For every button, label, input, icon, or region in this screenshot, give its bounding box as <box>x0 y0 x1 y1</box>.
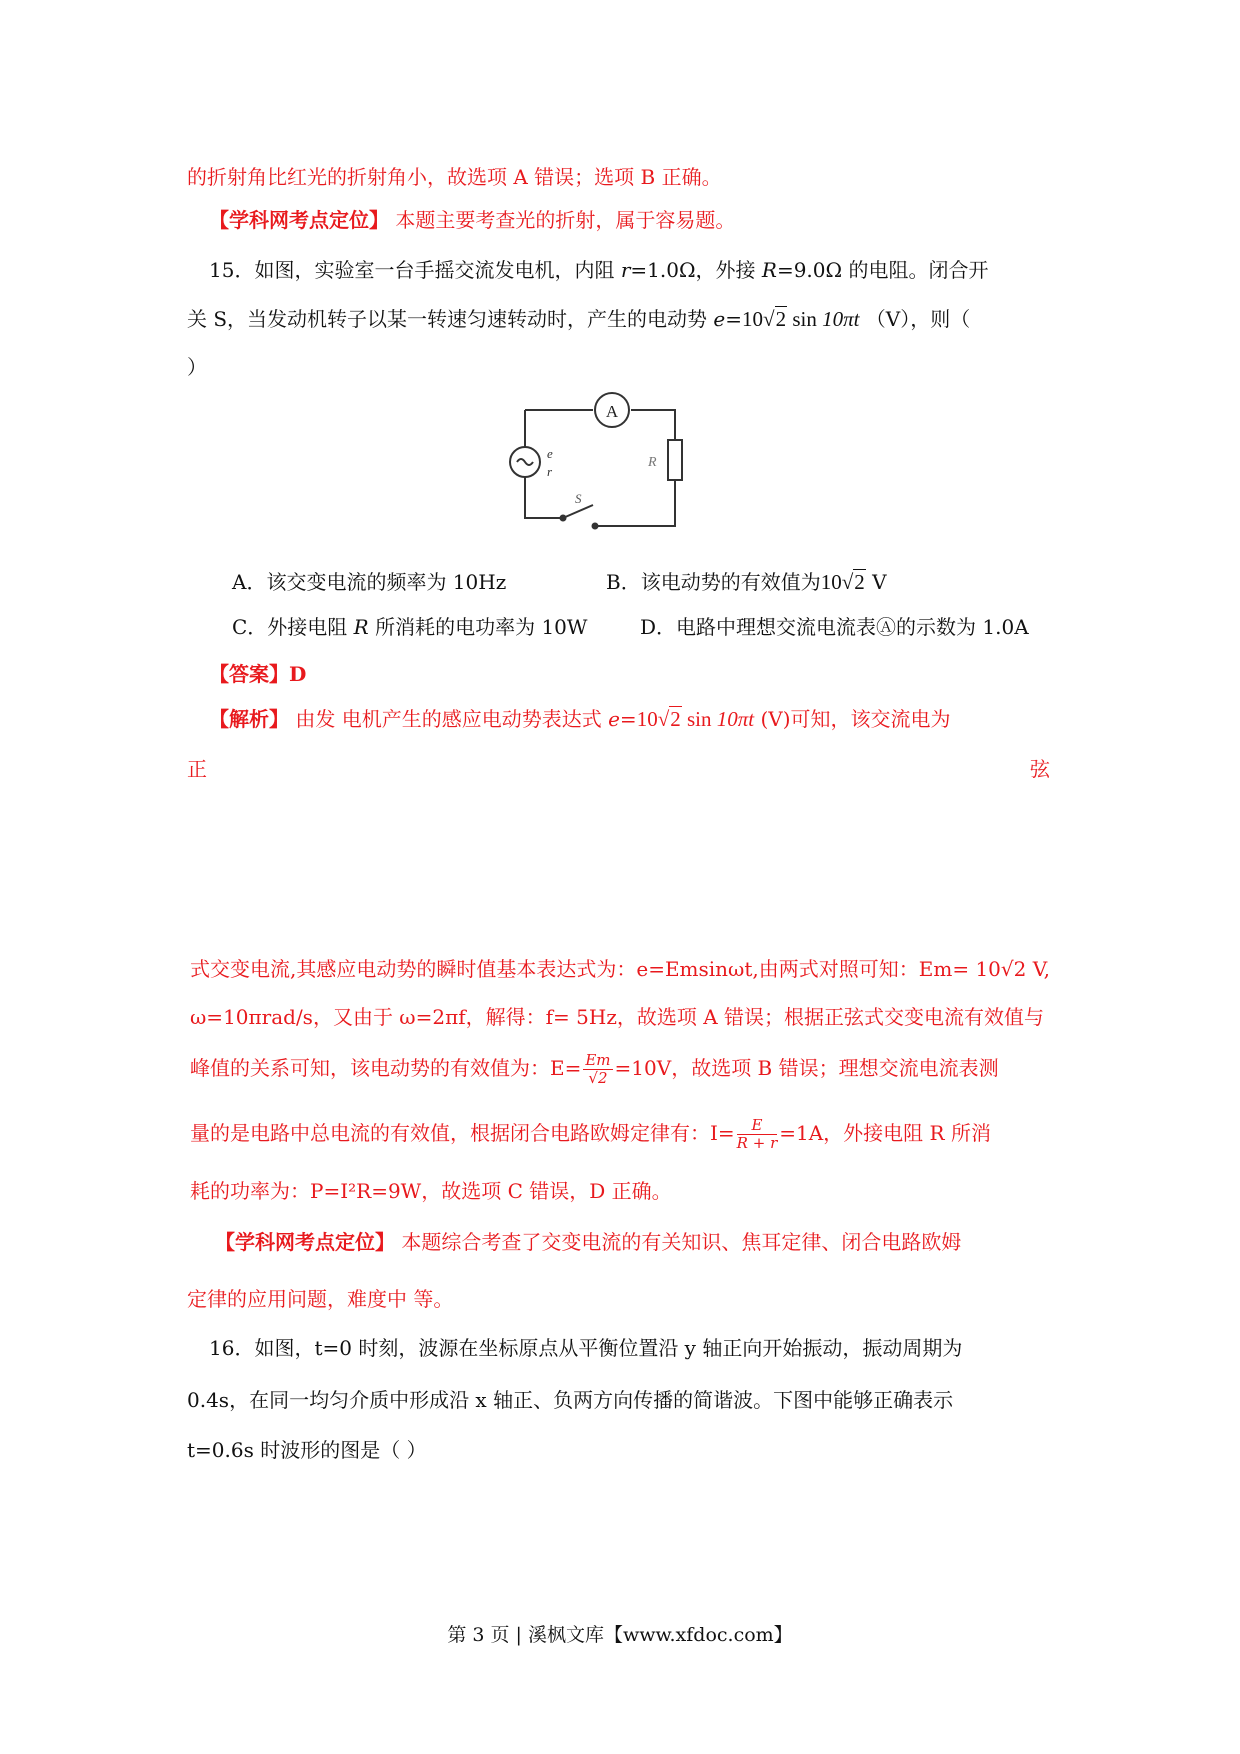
analysis-image-line-4: 量的是电路中总电流的有效值，根据闭合电路欧姆定律有：I= $\frac{E}{R + r}$ =1A，外接电阻 R 所消 <box>190 1116 991 1152</box>
q15-line-1: 15．如图，实验室一台手摇交流发电机，内阻 r=1.0Ω，外接 R=9.0Ω 的电阻。闭合开 <box>209 258 989 282</box>
emf-expression: 10√2 sin 10πt <box>742 307 860 331</box>
note-text: 本题主要考查光的折射，属于容易题。 <box>395 208 736 232</box>
page-footer: 第 3 页 | 溪枫文库【www.xfdoc.com】 <box>447 1624 793 1646</box>
knowledge-point-note-2-cont: 定律的应用问题，难度中 等。 <box>187 1287 454 1311</box>
q15-line-2: 关 S，当发动机转子以某一转速匀速转动时，产生的电动势 e=10√2 sin 10πt （V），则（ <box>187 307 971 331</box>
analysis-image-line-1: 式交变电流,其感应电动势的瞬时值基本表达式为：e=Emsinωt,由两式对照可知：Em= 10√2 V, <box>190 957 1051 981</box>
analysis-line-2: 正 弦 <box>187 757 1050 781</box>
analysis-image-line-3: 峰值的关系可知，该电动势的有效值为：E= $\frac{Em}{√2}$ =10V，故选项 B 错误；理想交流电流表测 <box>190 1051 999 1087</box>
prev-answer-end: 的折射角比红光的折射角小，故选项 A 错误；选项 B 正确。 <box>187 165 722 189</box>
q15-line-3: ） <box>187 355 207 379</box>
analysis-image-line-2: ω=10πrad/s，又由于 ω=2πf，解得：f= 5Hz，故选项 A 错误；根据正弦式交变电流有效值与 <box>190 1005 1045 1029</box>
option-d: D．电路中理想交流电流表Ⓐ的示数为 1.0A <box>640 615 1029 639</box>
knowledge-point-note-1 <box>209 206 1050 234</box>
knowledge-point-note-2: 【学科网考点定位】 本题综合考查了交变电流的有关知识、焦耳定律、闭合电路欧姆 <box>215 1230 962 1254</box>
source-r-label: r <box>547 464 553 479</box>
q16-line-2: 0.4s，在同一均匀介质中形成沿 x 轴正、负两方向传播的简谐波。下图中能够正确表示 <box>187 1388 954 1412</box>
circuit-diagram <box>505 388 725 538</box>
q16-line-3: t=0.6s 时波形的图是（ ） <box>187 1438 427 1462</box>
analysis-line-1: 【解析】 由发 电机产生的感应电动势表达式 e=10√2 sin 10πt (V)可知，该交流电为 <box>209 707 951 731</box>
option-a: A．该交变电流的频率为 10Hz <box>232 570 507 594</box>
answer: 【答案】D <box>209 662 307 686</box>
option-c: C．外接电阻 R 所消耗的电功率为 10W <box>232 615 588 639</box>
ammeter-label: A <box>605 402 619 421</box>
resistor-label: R <box>648 455 657 470</box>
q16-line-1: 16．如图，t=0 时刻，波源在坐标原点从平衡位置沿 y 轴正向开始振动，振动周期为 <box>209 1336 963 1360</box>
source-e-label: e <box>547 446 553 461</box>
switch-label: S <box>575 491 582 506</box>
option-b: B．该电动势的有效值为10√2 V <box>606 570 887 594</box>
analysis-image-line-5: 耗的功率为：P=I²R=9W，故选项 C 错误，D 正确。 <box>190 1179 672 1203</box>
note-label: 【学科网考点定位】 <box>209 208 389 232</box>
